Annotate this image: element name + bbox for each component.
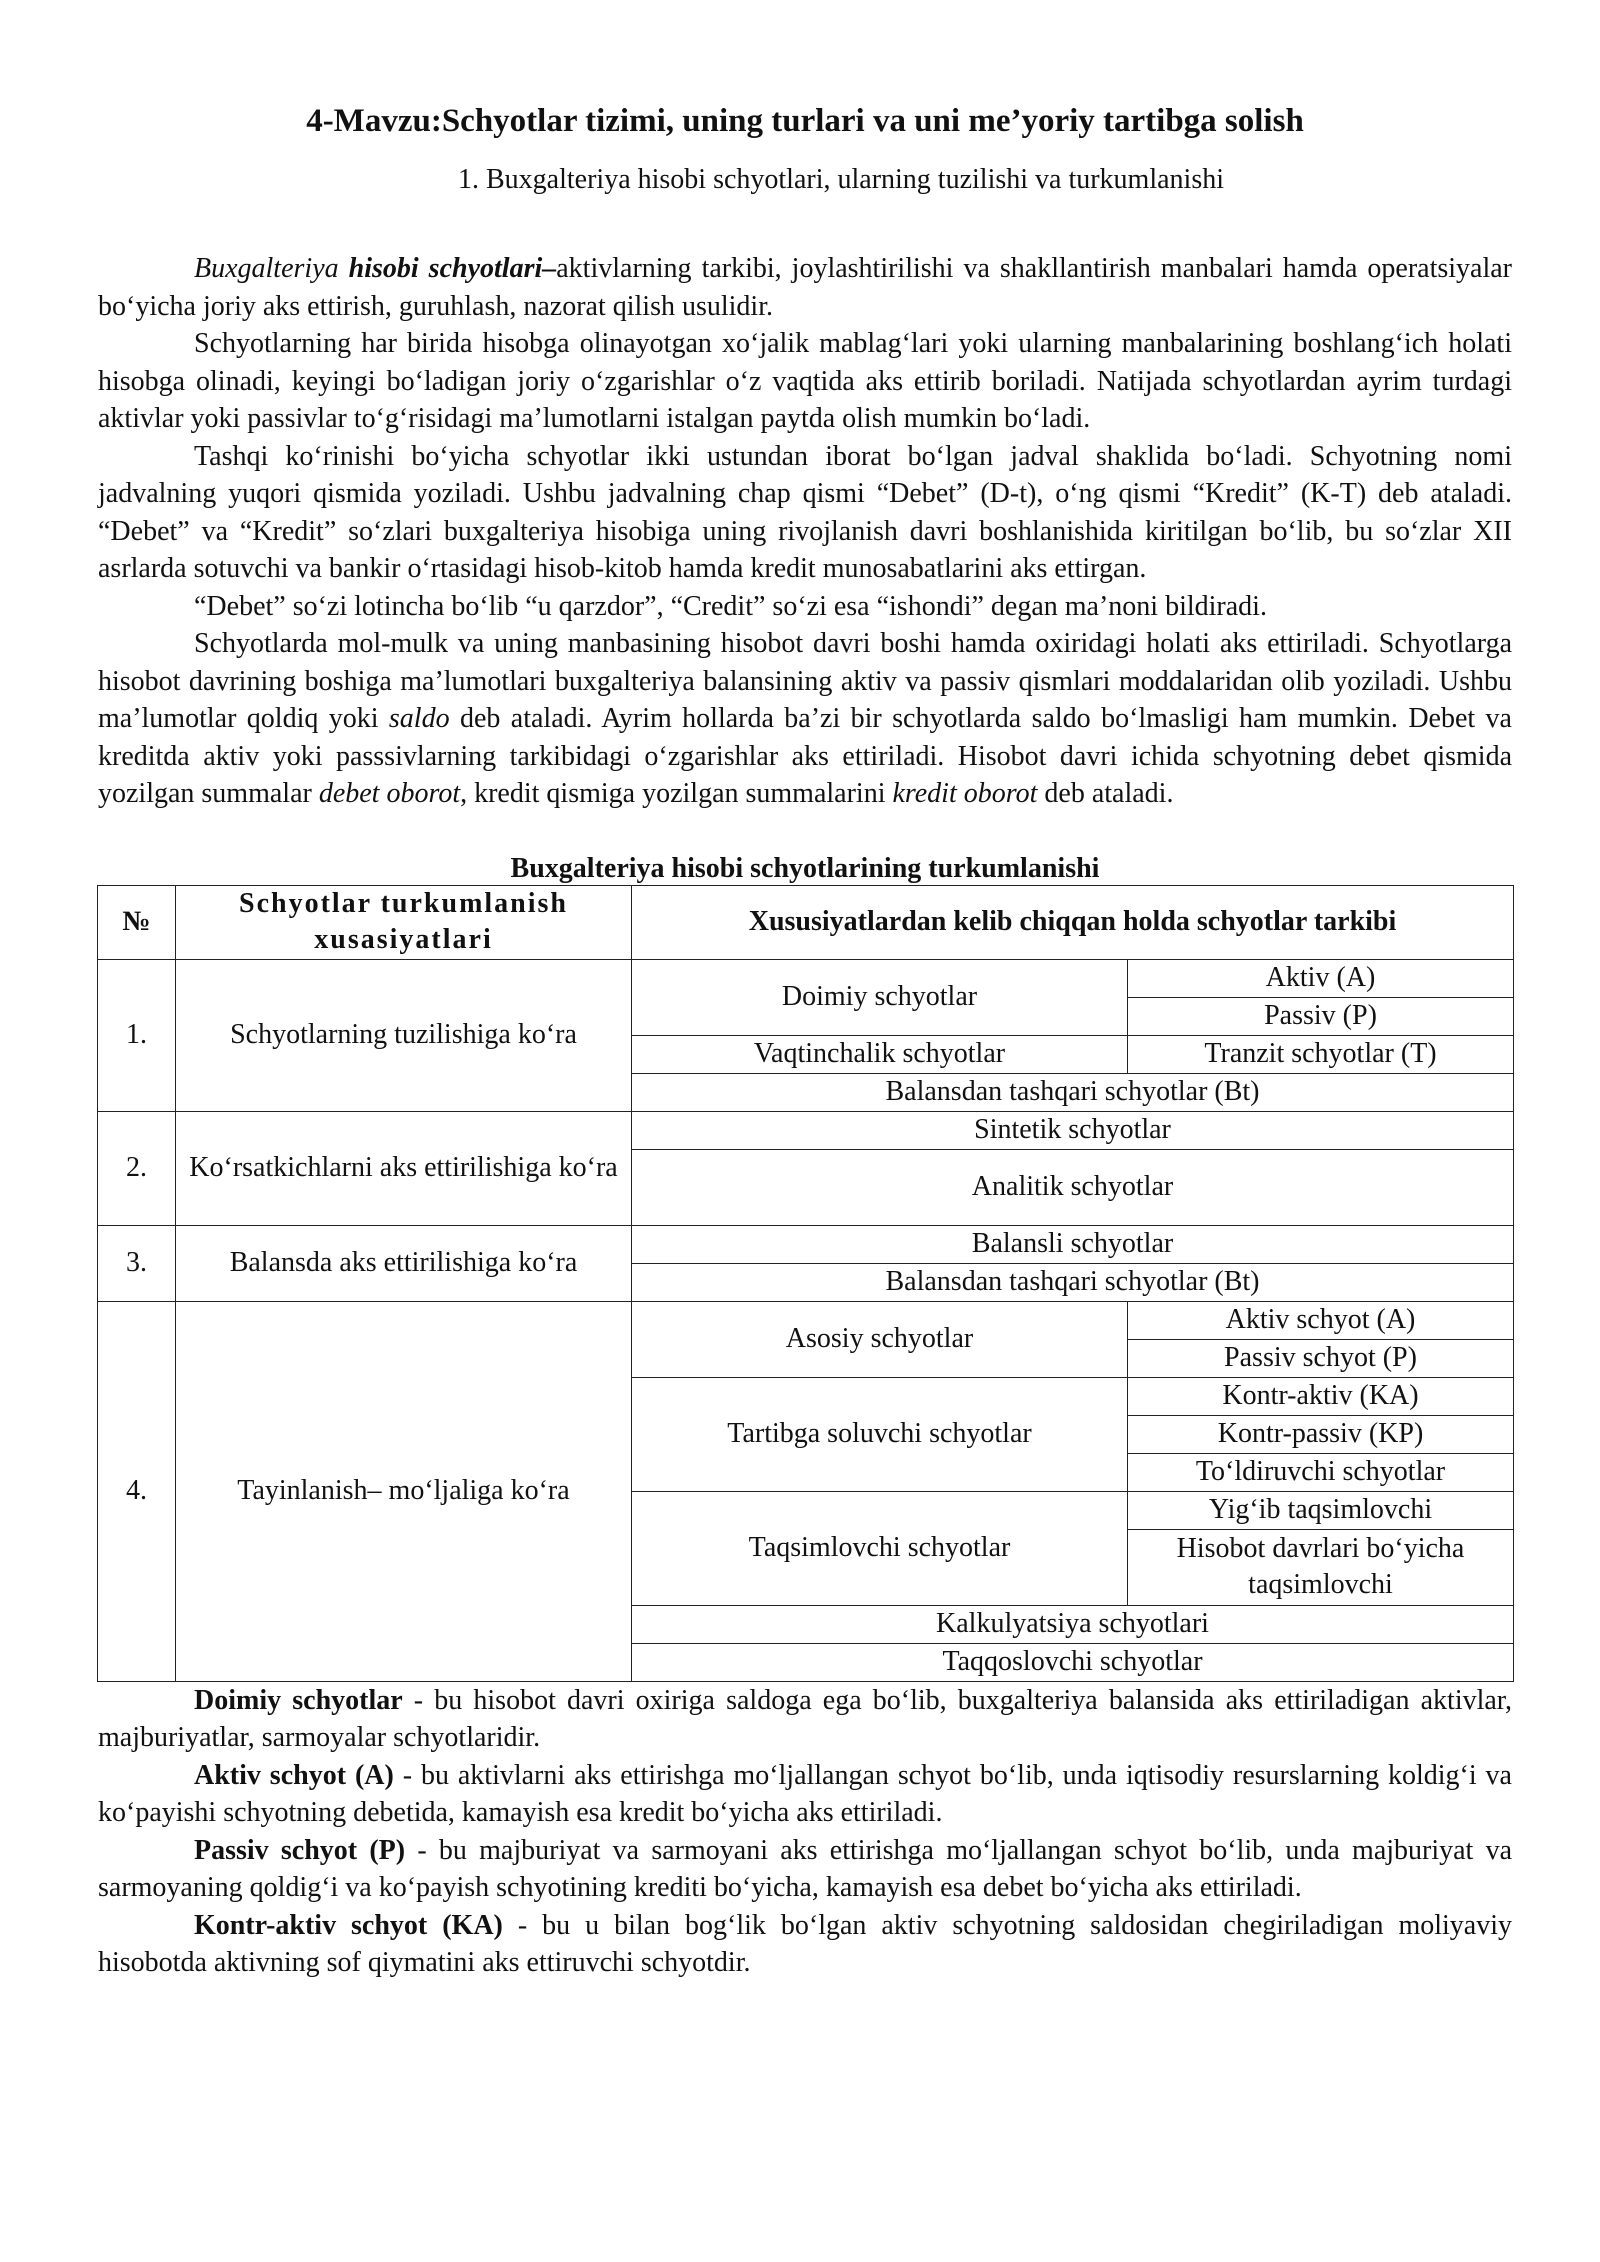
row4-num: 4. bbox=[98, 1301, 176, 1681]
d3-text: - bu majburiyat va sarmoyani aks ettirishga mo‘ljallangan schyot bo‘lib, unda majburiyat va sarmoyaning qoldig‘i va ko‘payish schyotining krediti bo‘yicha, kamayish esa debet bo‘yicha aks ettiriladi. bbox=[98, 1834, 1513, 1903]
p5-part-c: , kredit qismiga yozilgan summalarini bbox=[460, 778, 893, 809]
p5-part-b: deb ataladi. Ayrim hollarda ba’zi bir schyotlarda saldo bo‘lmasligi ham mumkin. Debet va kreditda aktiv yoki passsivlarning tarkibidagi o‘zgarishlar aks ettiriladi. Hisobot davri ichida schyotning debet qismida yozilgan summalar bbox=[98, 703, 1512, 809]
p5-saldo: saldo bbox=[388, 703, 450, 734]
row4-yigib: Yig‘ib taqsimlovchi bbox=[1128, 1491, 1514, 1529]
definition-passiv bbox=[98, 1832, 1512, 1907]
row4-feature: Tayinlanish– mo‘ljaliga ko‘ra bbox=[176, 1301, 632, 1681]
paragraph-4: “Debet” so‘zi lotincha bo‘lib “u qarzdor”, “Credit” so‘zi esa “ishondi” degan ma’noni bildiradi. bbox=[194, 590, 1267, 622]
paragraph-3: Tashqi ko‘rinishi bo‘yicha schyotlar ikki ustundan iborat bo‘lgan jadval shaklida bo‘ladi. Schyotning nomi jadvalning yuqori qismida yoziladi. Ushbu jadvalning chap qismi “Debet” (D-t), o‘ng qismi “Kredit” (K-T) deb ataladi. “Debet” va “Kredit” so‘zlari buxgalteriya hisobiga uning rivojlanish davri boshlanishida kiritilgan bo‘lib, bu so‘zlar XII asrlarda sotuvchi va bankir o‘rtasidagi hisob-kitob hamda kredit munosabatlarini aks ettirgan. bbox=[98, 440, 1512, 584]
row1-feature: Schyotlarning tuzilishiga ko‘ra bbox=[176, 959, 632, 1111]
page-title: 4-Mavzu:Schyotlar tizimi, uning turlari va uni me’yoriy tartibga solish bbox=[306, 103, 1304, 139]
p5-part-d: deb ataladi. bbox=[1037, 778, 1174, 809]
d4-term: Kontr-aktiv schyot (KA) bbox=[194, 1909, 503, 1941]
row3-balansli: Balansli schyotlar bbox=[632, 1225, 1514, 1263]
d3-term: Passiv schyot (P) bbox=[194, 1834, 406, 1866]
table-row bbox=[98, 1301, 1514, 1339]
row3-feature: Balansda aks ettirilishiga ko‘ra bbox=[176, 1225, 632, 1301]
body-text bbox=[98, 250, 1512, 813]
header-feature: Schyotlar turkumlanish xusasiyatlari bbox=[176, 885, 632, 959]
p5-part-a: Schyotlarda mol-mulk va uning manbasining hisobot davri boshi hamda oxiridagi holati aks ettiriladi. Schyotlarga hisobot davrining boshiga ma’lumotlari buxgalteriya balansining aktiv va passiv qismlari moddalaridan olib yoziladi. Ushbu ma’lumotlar qoldiq yoki bbox=[98, 628, 1512, 734]
section-subtitle: 1. Buxgalteriya hisobi schyotlari, ularning tuzilishi va turkumlanishi bbox=[458, 164, 1224, 195]
definitions bbox=[98, 1682, 1512, 1982]
row1-balansdan: Balansdan tashqari schyotlar (Bt) bbox=[632, 1073, 1514, 1111]
row1-doimiy: Doimiy schyotlar bbox=[632, 959, 1128, 1035]
paragraph-1 bbox=[98, 250, 1512, 325]
row3-balansdan: Balansdan tashqari schyotlar (Bt) bbox=[632, 1263, 1514, 1301]
row4-asosiy: Asosiy schyotlar bbox=[632, 1301, 1128, 1377]
row2-analitik: Analitik schyotlar bbox=[632, 1149, 1514, 1225]
row4-aktiv-schyot: Aktiv schyot (A) bbox=[1128, 1301, 1514, 1339]
d2-term: Aktiv schyot (A) bbox=[194, 1759, 394, 1791]
row4-kontr-aktiv: Kontr-aktiv (KA) bbox=[1128, 1377, 1514, 1415]
row4-toldiruvchi: To‘ldiruvchi schyotlar bbox=[1128, 1453, 1514, 1491]
p5-debet-oborot: debet oborot bbox=[318, 778, 461, 809]
row4-tartibga: Tartibga soluvchi schyotlar bbox=[632, 1377, 1128, 1491]
row4-passiv-schyot: Passiv schyot (P) bbox=[1128, 1339, 1514, 1377]
row4-kalkulyatsiya: Kalkulyatsiya schyotlari bbox=[632, 1605, 1514, 1643]
row4-hisobot-davrlari: Hisobot davrlari bo‘yicha taqsimlovchi bbox=[1128, 1529, 1514, 1605]
p1-rest: aktivlarning tarkibi, joylashtirilishi va shakllantirish manbalari hamda operatsiyalar bo‘yicha joriy aks ettirish, guruhlash, nazorat qilish usulidir. bbox=[98, 253, 1512, 322]
row1-passiv: Passiv (P) bbox=[1128, 997, 1514, 1035]
table-header-row bbox=[98, 885, 1514, 959]
definition-doimiy bbox=[98, 1682, 1512, 1757]
d1-term: Doimiy schyotlar bbox=[194, 1684, 403, 1716]
d4-text: - bu u bilan bog‘lik bo‘lgan aktiv schyotning saldosidan chegiriladigan moliyaviy hisobotda aktivning sof qiymatini aks ettiruvchi schyotdir. bbox=[98, 1909, 1513, 1978]
table-caption: Buxgalteriya hisobi schyotlarining turkumlanishi bbox=[510, 852, 1100, 884]
row1-aktiv: Aktiv (A) bbox=[1128, 959, 1514, 997]
row4-kontr-passiv: Kontr-passiv (KP) bbox=[1128, 1415, 1514, 1453]
paragraph-5 bbox=[98, 625, 1512, 813]
p5-kredit-oborot: kredit oborot bbox=[892, 778, 1038, 809]
row4-taqqoslovchi: Taqqoslovchi schyotlar bbox=[632, 1643, 1514, 1681]
row2-feature: Ko‘rsatkichlarni aks ettirilishiga ko‘ra bbox=[176, 1111, 632, 1225]
definition-aktiv bbox=[98, 1757, 1512, 1832]
document-page bbox=[98, 96, 1512, 1982]
row3-num: 3. bbox=[98, 1225, 176, 1301]
row2-num: 2. bbox=[98, 1111, 176, 1225]
p1-italic: Buxgalteriya bbox=[194, 253, 349, 284]
row1-num: 1. bbox=[98, 959, 176, 1111]
header-composition: Xususiyatlardan kelib chiqqan holda schyotlar tarkibi bbox=[632, 885, 1514, 959]
p1-bold-italic: hisobi schyotlari– bbox=[348, 253, 557, 284]
definition-kontr-aktiv bbox=[98, 1907, 1512, 1982]
row2-sintetik: Sintetik schyotlar bbox=[632, 1111, 1514, 1149]
header-num: № bbox=[98, 885, 176, 959]
classification-table bbox=[97, 885, 1514, 1682]
table-row bbox=[98, 1111, 1514, 1149]
d2-text: - bu aktivlarni aks ettirishga mo‘ljallangan schyot bo‘lib, unda iqtisodiy resurslarning koldig‘i va ko‘payishi schyotning debetida, kamayish esa kredit bo‘yicha aks ettiriladi. bbox=[98, 1759, 1512, 1828]
row1-vaqtinchalik: Vaqtinchalik schyotlar bbox=[632, 1035, 1128, 1073]
row4-taqsimlovchi: Taqsimlovchi schyotlar bbox=[632, 1491, 1128, 1605]
d1-text: - bu hisobot davri oxiriga saldoga ega bo‘lib, buxgalteriya balansida aks ettiriladigan aktivlar, majburiyatlar, sarmoyalar schyotlaridir. bbox=[98, 1684, 1513, 1753]
row1-tranzit: Tranzit schyotlar (T) bbox=[1128, 1035, 1514, 1073]
table-row bbox=[98, 1225, 1514, 1263]
paragraph-2: Schyotlarning har birida hisobga olinayotgan xo‘jalik mablag‘lari yoki ularning manbalarining boshlang‘ich holati hisobga olinadi, keyingi bo‘ladigan joriy o‘zgarishlar o‘z vaqtida aks ettirib boriladi. Natijada schyotlardan ayrim turdagi aktivlar yoki passivlar to‘g‘risidagi ma’lumotlarni istalgan paytda olish mumkin bo‘ladi. bbox=[98, 328, 1512, 434]
table-row bbox=[98, 959, 1514, 997]
